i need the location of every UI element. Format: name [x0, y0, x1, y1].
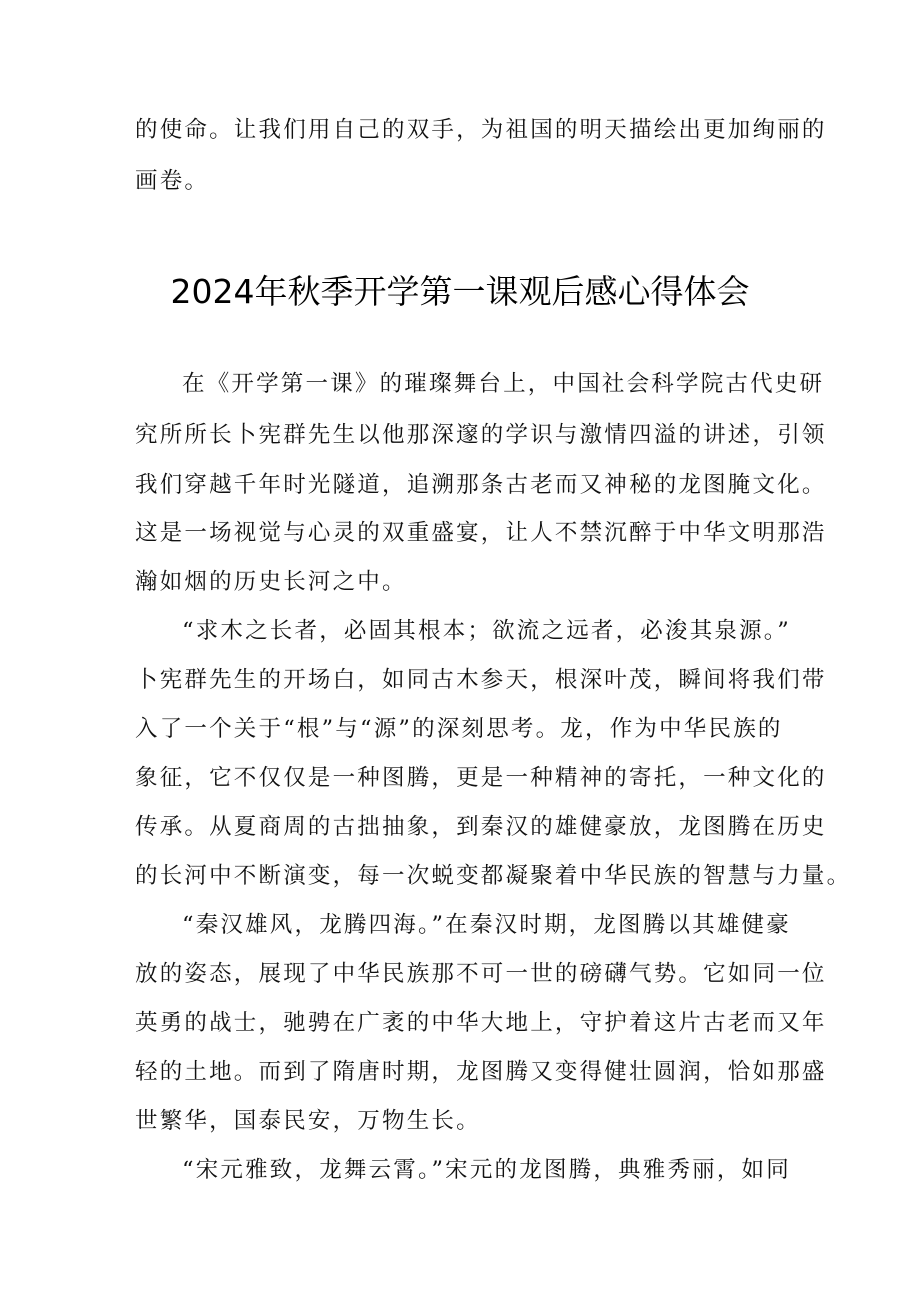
paragraph-line: 在《开学第一课》的璀璨舞台上，中国社会科学院古代史研 — [182, 371, 825, 397]
paragraph-line: “宋元雅致，龙舞云霄。”宋元的龙图腾，典雅秀丽，如同 — [182, 1157, 791, 1183]
paragraph-line: 轻的土地。而到了隋唐时期，龙图腾又变得健壮圆润，恰如那盛 — [135, 1059, 827, 1085]
paragraph-line: 英勇的战士，驰骋在广袤的中华大地上，守护着这片古老而又年 — [135, 1010, 827, 1036]
paragraph-line: 世繁华，国泰民安，万物生长。 — [135, 1108, 481, 1134]
paragraph-line: 究所所长卜宪群先生以他那深邃的学识与激情四溢的讲述，引领 — [135, 422, 827, 448]
paragraph-line: 的长河中不断演变，每一次蜕变都凝聚着中华民族的智慧与力量。 — [135, 863, 852, 889]
paragraph-line: 卜宪群先生的开场白，如同古木参天，根深叶茂，瞬间将我们带 — [135, 667, 827, 693]
paragraph-line: 象征，它不仅仅是一种图腾，更是一种精神的寄托，一种文化的 — [135, 765, 827, 791]
document-title: 2024年秋季开学第一课观后感心得体会 — [170, 272, 750, 311]
paragraph-line: 传承。从夏商周的古拙抽象，到秦汉的雄健豪放，龙图腾在历史 — [135, 814, 827, 840]
paragraph-line: 瀚如烟的历史长河之中。 — [135, 569, 407, 595]
paragraph-line: “秦汉雄风，龙腾四海。”在秦汉时期，龙图腾以其雄健豪 — [182, 912, 791, 938]
paragraph-line: 这是一场视觉与心灵的双重盛宴，让人不禁沉醉于中华文明那浩 — [135, 520, 827, 546]
paragraph-line: 我们穿越千年时光隧道，追溯那条古老而又神秘的龙图腌文化。 — [135, 472, 827, 498]
paragraph-line: 放的姿态，展现了中华民族那不可一世的磅礴气势。它如同一位 — [135, 961, 827, 987]
paragraph-line: “求木之长者，必固其根本；欲流之远者，必浚其泉源。” — [182, 618, 791, 644]
intro-line: 画卷。 — [135, 168, 210, 194]
intro-line: 的使命。让我们用自己的双手，为祖国的明天描绘出更加绚丽的 — [135, 117, 827, 143]
paragraph-line: 入了一个关于“根”与“源”的深刻思考。龙，作为中华民族的 — [135, 716, 783, 742]
